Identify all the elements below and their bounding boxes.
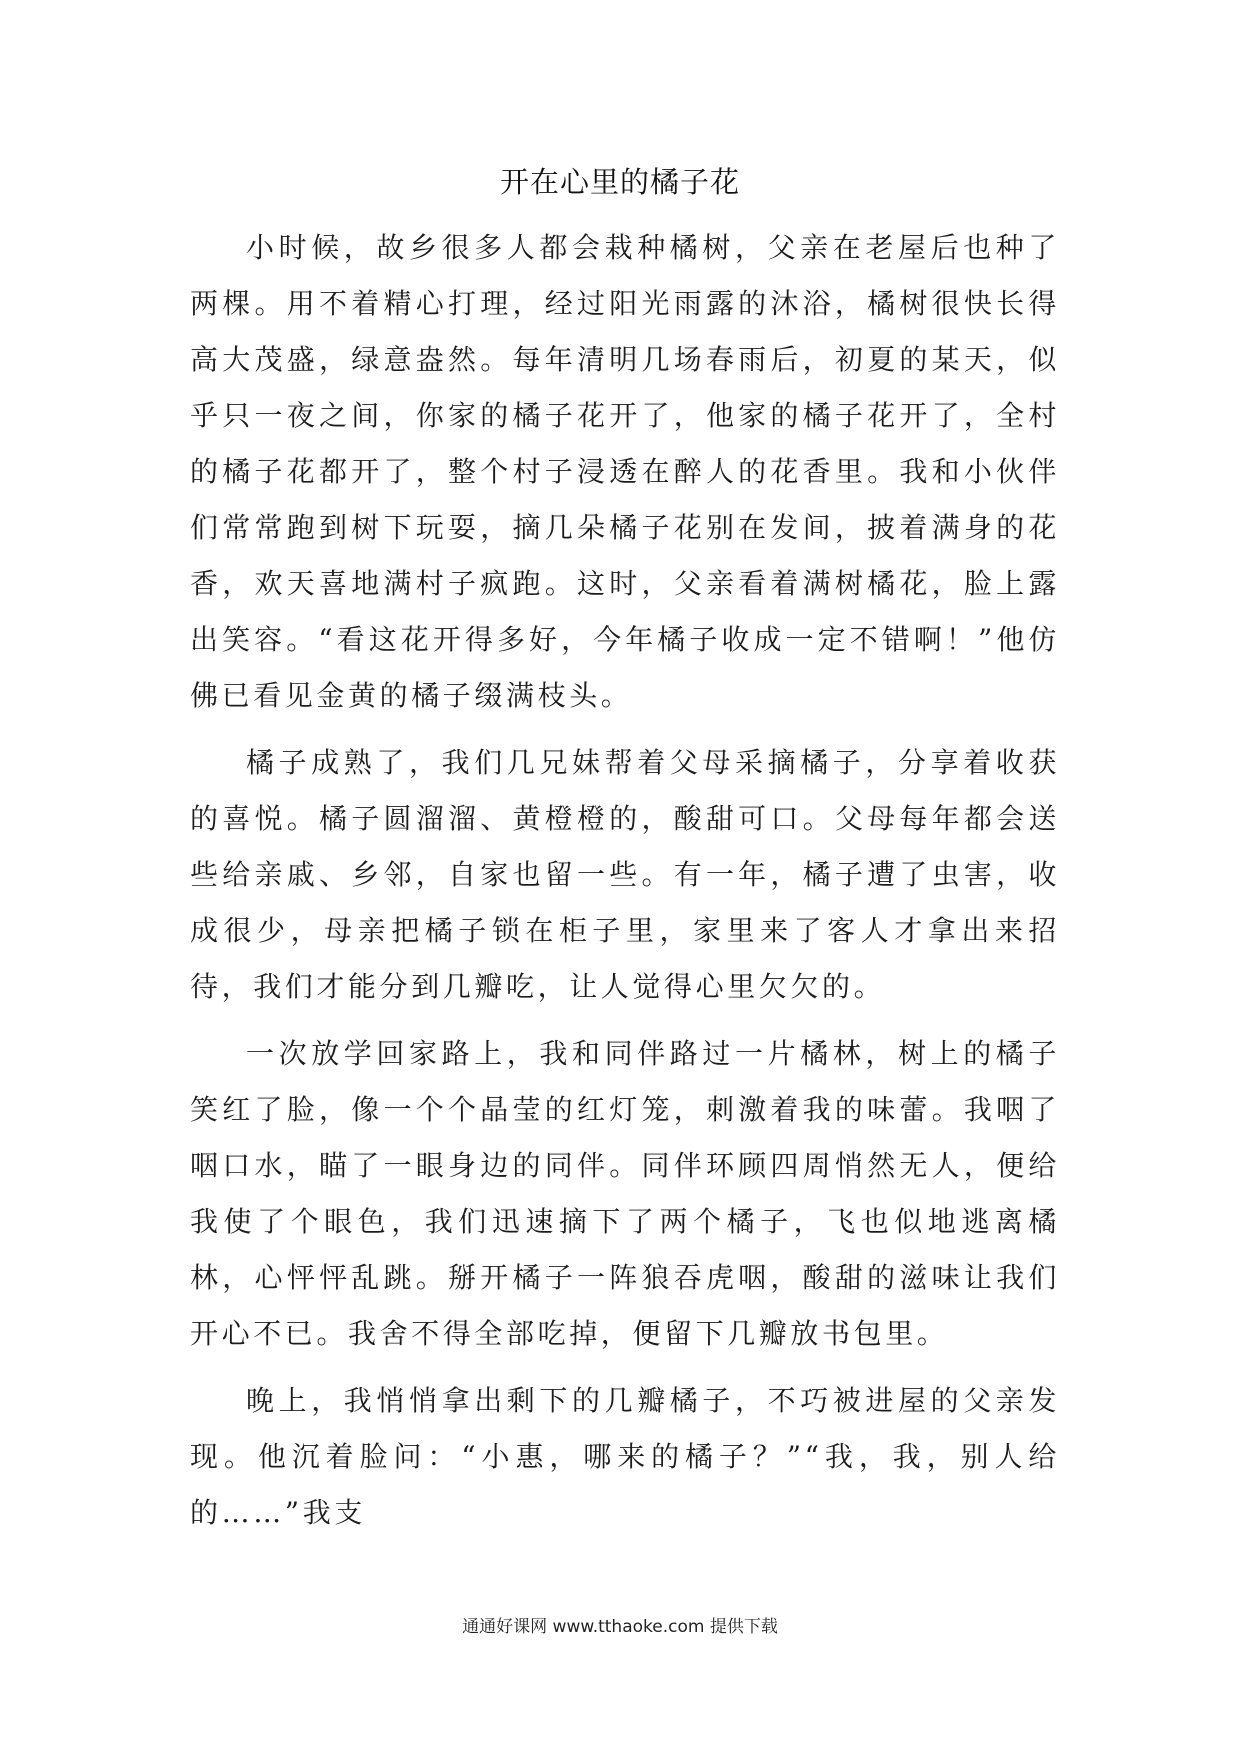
article-body bbox=[190, 220, 1060, 1552]
paragraph: 小时候，故乡很多人都会栽种橘树，父亲在老屋后也种了两棵。用不着精心打理，经过阳光雨露的沐浴，橘树很快长得高大茂盛，绿意盎然。每年清明几场春雨后，初夏的某天，似乎只一夜之间，你家的橘子花开了，他家的橘子花开了，全村的橘子花都开了，整个村子浸透在醉人的花香里。我和小伙伴们常常跑到树下玩耍，摘几朵橘子花别在发间，披着满身的花香，欢天喜地满村子疯跑。这时，父亲看着满树橘花，脸上露出笑容。“看这花开得多好，今年橘子收成一定不错啊！”他仿佛已看见金黄的橘子缀满枝头。 bbox=[190, 231, 1060, 712]
paragraph: 橘子成熟了，我们几兄妹帮着父母采摘橘子，分享着收获的喜悦。橘子圆溜溜、黄橙橙的，酸甜可口。父母每年都会送些给亲戚、乡邻，自家也留一些。有一年，橘子遭了虫害，收成很少，母亲把橘子锁在柜子里，家里来了客人才拿出来招待，我们才能分到几瓣吃，让人觉得心里欠欠的。 bbox=[190, 746, 1060, 1003]
paragraph: 晚上，我悄悄拿出剩下的几瓣橘子，不巧被进屋的父亲发现。他沉着脸问：“小惠，哪来的橘子？”“我，我，别人给的……”我支 bbox=[190, 1384, 1060, 1529]
paragraph: 一次放学回家路上，我和同伴路过一片橘林，树上的橘子笑红了脸，像一个个晶莹的红灯笼，刺激着我的味蕾。我咽了咽口水，瞄了一眼身边的同伴。同伴环顾四周悄然无人，便给我使了个眼色，我们迅速摘下了两个橘子，飞也似地逃离橘林，心怦怦乱跳。掰开橘子一阵狼吞虎咽，酸甜的滋味让我们开心不已。我舍不得全部吃掉，便留下几瓣放书包里。 bbox=[190, 1037, 1060, 1350]
footer-source-note: 通通好课网 www.tthaoke.com 提供下载 bbox=[462, 1617, 778, 1637]
article-title: 开在心里的橘子花 bbox=[499, 165, 740, 199]
